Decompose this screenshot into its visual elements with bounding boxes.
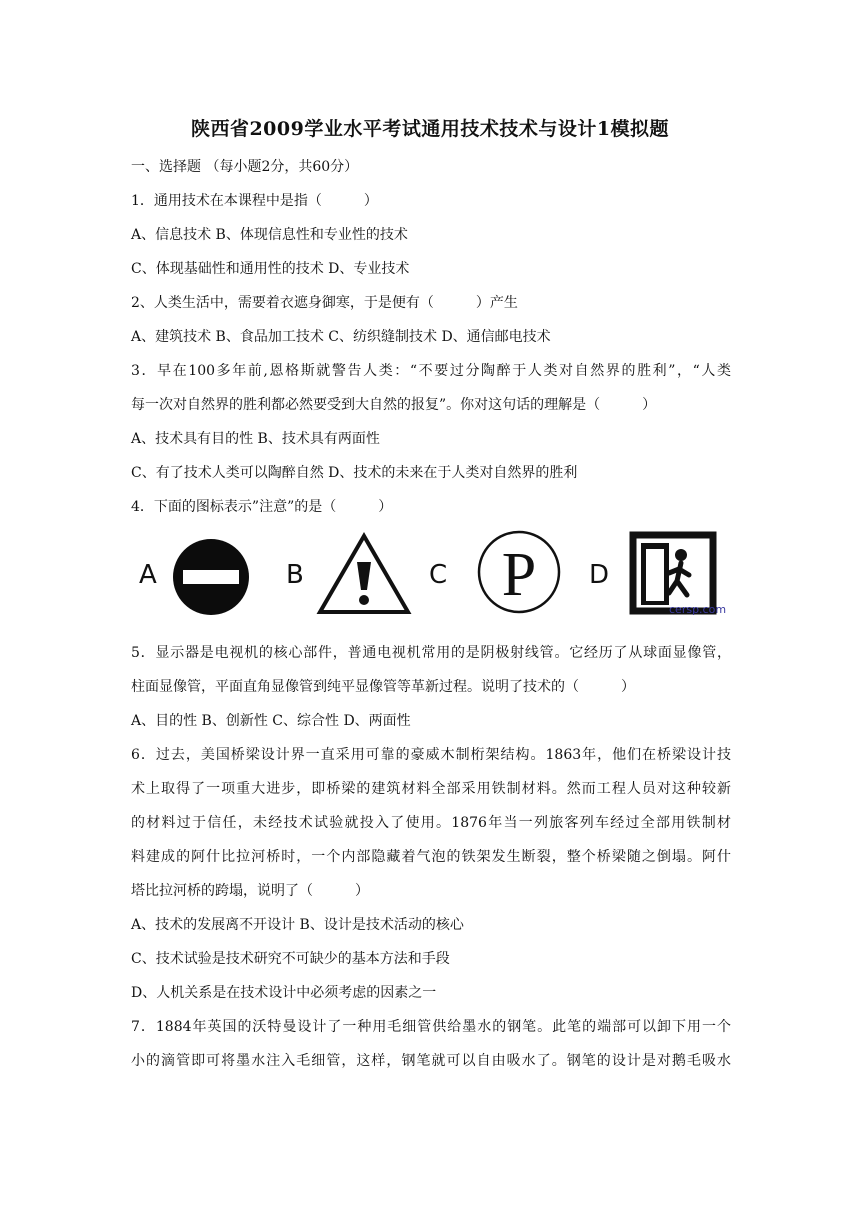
warning-triangle-icon xyxy=(316,532,412,616)
question-6-option-c: C、技术试验是技术研究不可缺少的基本方法和手段 xyxy=(131,951,450,967)
question-1: 1．通用技术在本课程中是指（ ） xyxy=(131,193,378,209)
emergency-exit-sign-icon xyxy=(629,533,727,617)
document-title: 陕西省2009学业水平考试通用技术技术与设计1模拟题 xyxy=(190,118,670,140)
question-6-line-3: 的材料过于信任，未经技术试验就投入了使用。1876年当一列旅客列车经过全部用铁制材 xyxy=(131,815,731,831)
parking-sign-icon xyxy=(476,529,562,615)
question-3-options-a-b: A、技术具有目的性 B、技术具有两面性 xyxy=(131,431,380,447)
question-1-options-c-d: C、体现基础性和通用性的技术 D、专业技术 xyxy=(131,261,410,277)
question-2: 2、人类生活中，需要着衣遮身御寒，于是便有（ ）产生 xyxy=(131,295,518,311)
question-6-line-1: 6．过去，美国桥梁设计界一直采用可靠的豪威木制桁架结构。1863年，他们在桥梁设计技 xyxy=(131,747,731,763)
question-4: 4．下面的图标表示”注意”的是（ ） xyxy=(131,499,393,515)
question-5-line-1: 5．显示器是电视机的核心部件，普通电视机常用的是阴极射线管。它经历了从球面显像管， xyxy=(131,645,731,661)
question-6-line-4: 料建成的阿什比拉河桥时，一个内部隐藏着气泡的铁架发生断裂，整个桥梁随之倒塌。阿什 xyxy=(131,849,731,865)
question-6-option-d: D、人机关系是在技术设计中必须考虑的因素之一 xyxy=(131,985,437,1001)
question-5-options: A、目的性 B、创新性 C、综合性 D、两面性 xyxy=(131,713,411,729)
option-letter-c: C xyxy=(429,560,448,590)
question-2-options: A、建筑技术 B、食品加工技术 C、纺织缝制技术 D、通信邮电技术 xyxy=(131,329,551,345)
question-6-line-5: 塔比拉河桥的跨塌，说明了（ ） xyxy=(131,883,369,899)
question-7-line-1: 7．1884年英国的沃特曼设计了一种用毛细管供给墨水的钢笔。此笔的端部可以卸下用一个 xyxy=(131,1019,731,1035)
question-7-line-2: 小的滴管即可将墨水注入毛细管，这样，钢笔就可以自由吸水了。钢笔的设计是对鹅毛吸水 xyxy=(131,1053,731,1069)
question-4-sign-options xyxy=(131,527,731,619)
question-3-options-c-d: C、有了技术人类可以陶醉自然 D、技术的未来在于人类对自然界的胜利 xyxy=(131,465,578,481)
question-5-line-2: 柱面显像管，平面直角显像管到纯平显像管等革新过程。说明了技术的（ ） xyxy=(131,679,635,695)
option-letter-a: A xyxy=(139,560,157,590)
question-6-line-2: 术上取得了一项重大进步，即桥梁的建筑材料全部采用铁制材料。然而工程人员对这种较新 xyxy=(131,781,731,797)
watermark-text: cersp.com xyxy=(669,603,727,616)
option-letter-d: D xyxy=(589,560,610,590)
question-3-line-2: 每一次对自然界的胜利都必然要受到大自然的报复”。你对这句话的理解是（ ） xyxy=(131,397,657,413)
section-heading: 一、选择题 （每小题2分，共60分） xyxy=(131,159,359,175)
question-1-options-a-b: A、信息技术 B、体现信息性和专业性的技术 xyxy=(131,227,408,243)
option-letter-b: B xyxy=(286,560,304,590)
question-6-options-a-b: A、技术的发展离不开设计 B、设计是技术活动的核心 xyxy=(131,917,464,933)
question-3-line-1: 3．早在100多年前,恩格斯就警告人类：“不要过分陶醉于人类对自然界的胜利”，“人类 xyxy=(131,363,731,379)
no-entry-sign-icon xyxy=(171,537,251,617)
parking-letter: P xyxy=(501,541,537,609)
